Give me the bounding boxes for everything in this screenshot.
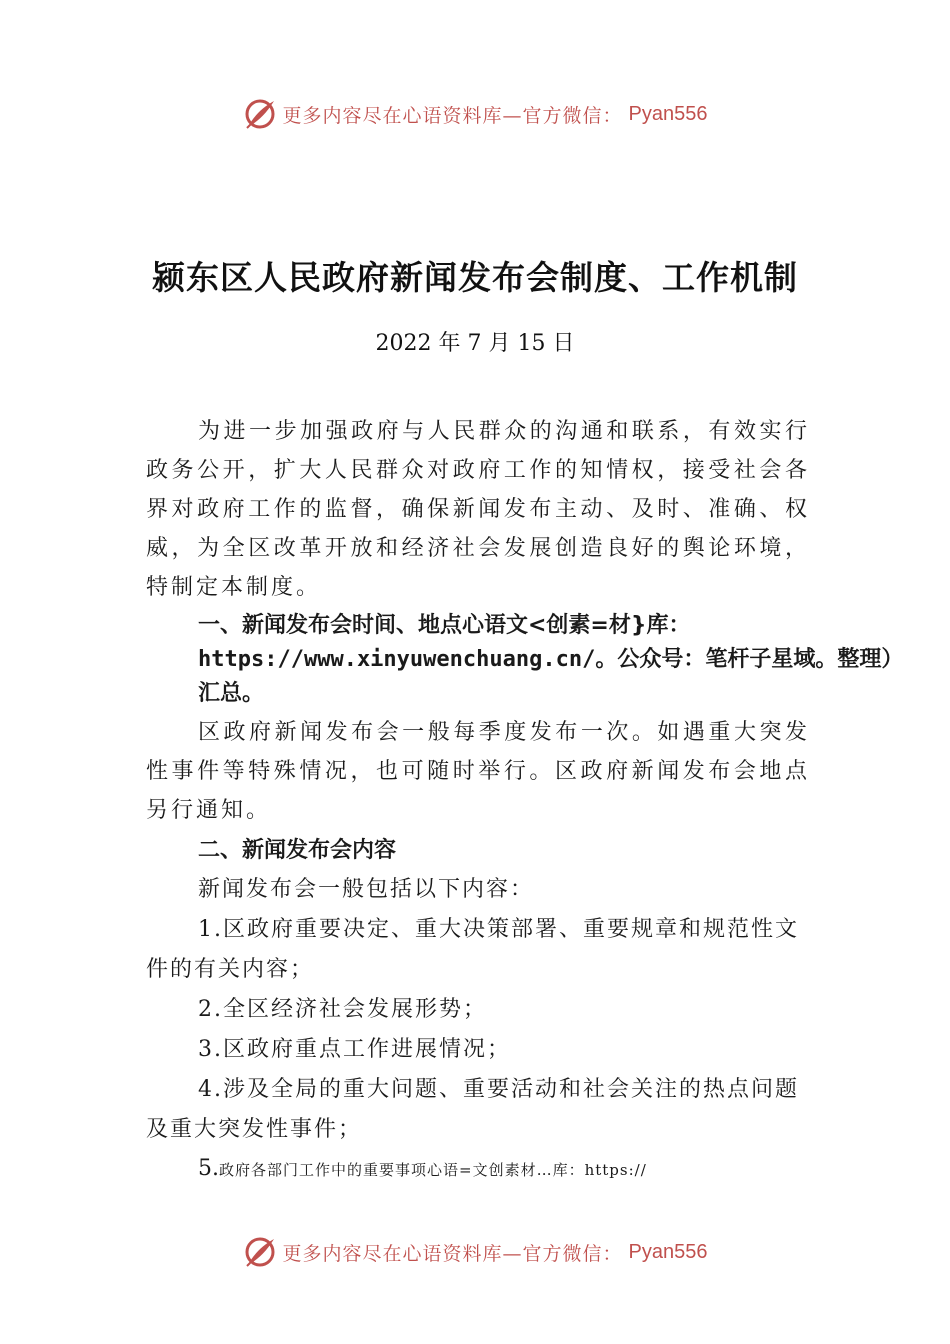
section-1-heading-url: https://www.xinyuwenchuang.cn/ <box>198 647 596 672</box>
section-1-body: 区政府新闻发布会一般每季度发布一次。如遇重大突发性事件等特殊情况，也可随时举行。区政府新闻发布会地点另行通知。 <box>146 720 810 823</box>
section-2-lead: 新闻发布会一般包括以下内容： <box>198 877 535 902</box>
quill-logo-icon <box>243 97 277 131</box>
header-banner <box>0 94 950 134</box>
section-1-heading-text: 一、新闻发布会时间、地点心语文<创素=材}库： <box>198 613 691 638</box>
footer-banner <box>0 1232 950 1272</box>
section-2-heading: 二、新闻发布会内容 <box>198 838 397 863</box>
list-item: 2.全区经济社会发展形势； <box>198 997 487 1022</box>
section-1-heading <box>146 609 898 711</box>
banner-text: 更多内容尽在心语资料库—官方微信： <box>282 1242 623 1265</box>
list-item: 1.区政府重要决定、重大决策部署、重要规章和规范性文件的有关内容； <box>146 917 799 982</box>
banner-wechat-id: Pyan556 <box>628 1240 708 1263</box>
list-item-5 <box>146 1150 810 1189</box>
list-item: 4.涉及全局的重大问题、重要活动和社会关注的热点问题及重大突发性事件； <box>146 1077 799 1142</box>
document-date: 2022 年 7 月 15 日 <box>375 331 575 356</box>
banner-text: 更多内容尽在心语资料库—官方微信： <box>282 104 623 127</box>
quill-logo-icon <box>243 1235 277 1269</box>
list-item: 3.区政府重点工作进展情况； <box>198 1037 511 1062</box>
document-title: 颍东区人民政府新闻发布会制度、工作机制 <box>152 258 798 297</box>
document-body <box>146 412 893 1189</box>
section-1-heading-suffix: 。公众号：笔杆子星域。整理）汇总。 <box>198 647 893 706</box>
intro-paragraph: 为进一步加强政府与人民群众的沟通和联系，有效实行政务公开，扩大人民群众对政府工作的知情权，接受社会各界对政府工作的监督，确保新闻发布主动、及时、准确、权威，为全区改革开放和经济社会发展创造良好的舆论环境， 特制定本制度。 <box>146 419 810 600</box>
list-item-5-number: 5. <box>198 1156 219 1181</box>
banner-wechat-id: Pyan556 <box>628 102 708 125</box>
list-item-5-text: 政府各部门工作中的重要事项心语=文创素材…库：https:// <box>219 1161 647 1179</box>
